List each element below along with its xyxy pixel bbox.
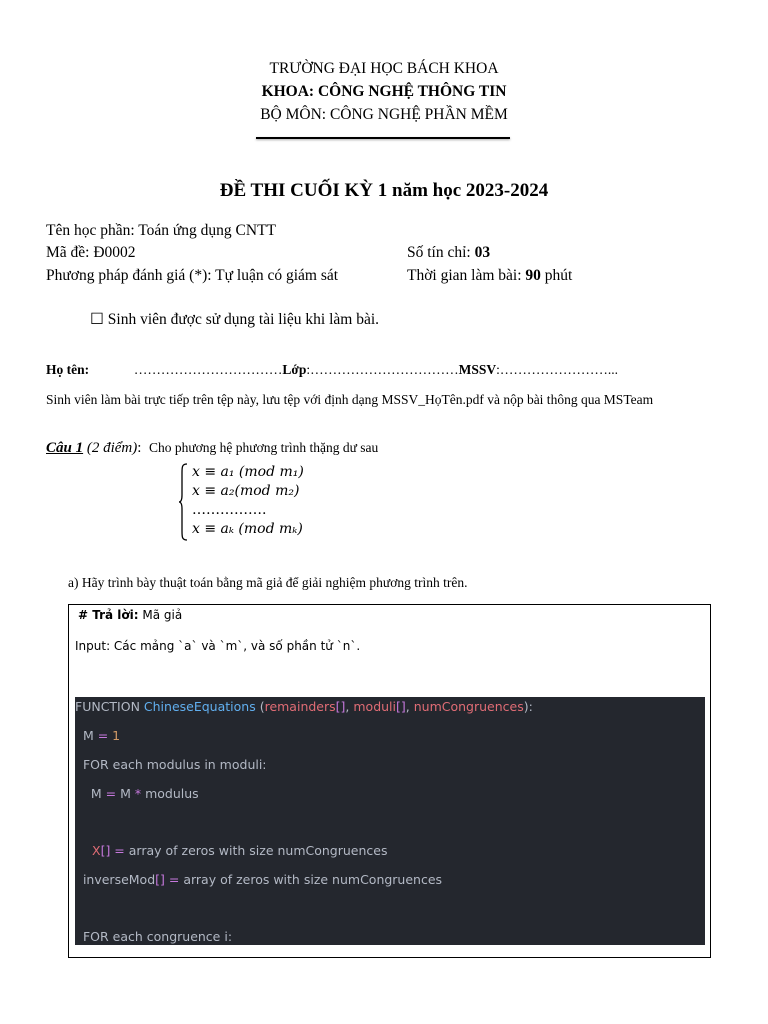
question-1a: a) Hãy trình bày thuật toán bằng mã giả để giải nghiệm phương trình trên. <box>68 575 468 590</box>
header-divider <box>256 137 510 139</box>
equation-k: x ≡ aₖ (mod mₖ) <box>192 521 303 537</box>
pseudocode-block <box>75 697 705 945</box>
answer-heading-rest: Mã giả <box>138 608 183 622</box>
faculty-name: KHOA: CÔNG NGHỆ THÔNG TIN <box>261 83 507 100</box>
code-line-multiply: M = M * modulus <box>75 786 199 801</box>
question-text: Cho phương hệ phương trình thặng dư sau <box>148 440 379 455</box>
question-points: (2 điểm) <box>86 440 138 456</box>
code-line-x-array: X[] = array of zeros with size numCongruences <box>92 843 388 858</box>
credits-value: 03 <box>474 244 491 261</box>
name-label: Họ tên: <box>46 362 90 377</box>
course-name: Tên học phần: Toán ứng dụng CNTT <box>46 222 277 239</box>
materials-checkbox[interactable]: ☐ Sinh viên được sử dụng tài liệu khi làm bài. <box>90 311 380 328</box>
answer-heading <box>78 608 182 622</box>
department-name: BỘ MÔN: CÔNG NGHỆ PHẦN MỀM <box>260 106 508 123</box>
code-line-init-m: M = 1 <box>75 728 121 743</box>
input-description: Input: Các mảng `a` và `m`, và số phần tử `n`. <box>75 639 361 653</box>
duration-label: Thời gian làm bài: <box>407 267 526 284</box>
question-1-heading: Câu 1 (2 điểm): Cho phương hệ phương trình thặng dư sau <box>46 440 379 456</box>
credits-label: Số tín chỉ: <box>407 244 475 261</box>
name-field[interactable]: …………………………… <box>133 362 283 377</box>
id-label: MSSV <box>458 362 497 377</box>
assessment-method: Phương pháp đánh giá (*): Tự luận có giám sát <box>46 267 339 284</box>
school-name: TRƯỜNG ĐẠI HỌC BÁCH KHOA <box>269 60 499 77</box>
answer-heading-bold: # Trả lời: <box>78 608 139 622</box>
code-line-inverse-array: inverseMod[] = array of zeros with size numCongruences <box>75 872 443 887</box>
student-fields <box>46 362 618 378</box>
answer-box[interactable] <box>68 604 711 958</box>
duration-unit: phút <box>540 267 573 284</box>
system-brace <box>178 463 188 541</box>
id-field[interactable]: :……………………... <box>496 362 619 377</box>
code-line-for-congruence: FOR each congruence i: <box>75 929 233 944</box>
submission-instructions: Sinh viên làm bài trực tiếp trên tệp này, lưu tệp với định dạng MSSV_HọTên.pdf và nộp bài thông qua MSTeam <box>46 392 654 407</box>
duration-value: 90 <box>525 267 541 284</box>
equation-ellipsis: ……………. <box>192 502 267 518</box>
question-label: Câu 1 <box>46 440 84 456</box>
equation-1: x ≡ a₁ (mod m₁) <box>192 464 304 480</box>
exam-code: Mã đề: Đ0002 <box>46 244 136 261</box>
code-line-for-modulus: FOR each modulus in moduli: <box>75 757 267 772</box>
class-label: Lớp <box>282 362 307 377</box>
class-field[interactable]: :…………………………… <box>306 362 459 377</box>
credits <box>407 244 490 262</box>
equation-2: x ≡ a₂(mod m₂) <box>192 483 300 499</box>
code-line-function: FUNCTION ChineseEquations (remainders[], moduli[], numCongruences): <box>75 699 533 714</box>
exam-duration <box>407 267 572 285</box>
exam-title: ĐỀ THI CUỐI KỲ 1 năm học 2023-2024 <box>219 180 549 201</box>
